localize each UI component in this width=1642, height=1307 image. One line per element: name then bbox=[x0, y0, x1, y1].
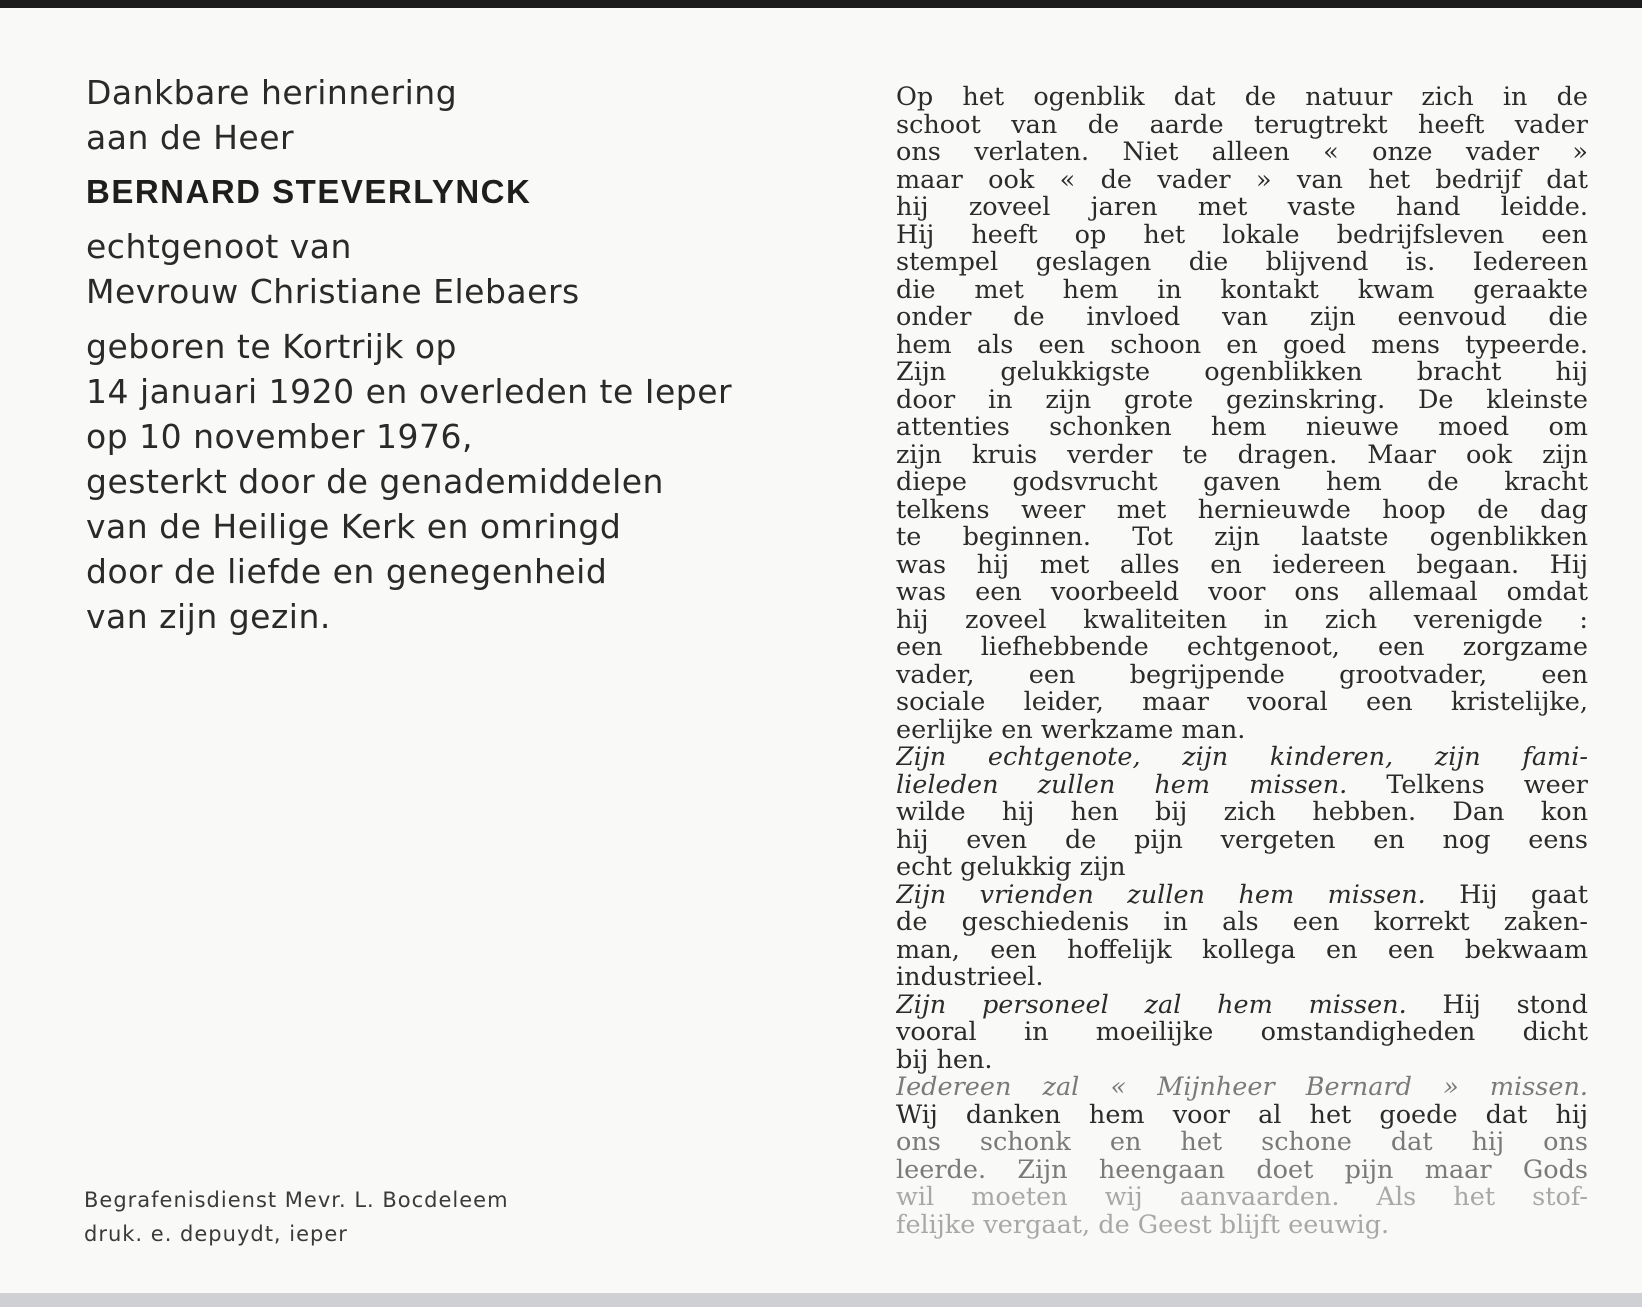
funeral-service-credit: Begrafenisdienst Mevr. L. Bocdeleem bbox=[84, 1188, 509, 1212]
eulogy-line: leerde. Zijn heengaan doet pijn maar Gods bbox=[896, 1156, 1588, 1184]
eulogy-line: door in zijn grote gezinskring. De kleinste bbox=[896, 386, 1588, 414]
eulogy-line: sociale leider, maar vooral een kristelijke, bbox=[896, 689, 1588, 717]
eulogy-line: Hij heeft op het lokale bedrijfsleven een bbox=[896, 221, 1588, 249]
eulogy-line: diepe godsvrucht gaven hem de kracht bbox=[896, 469, 1588, 497]
eulogy-line: Zijn personeel zal hem missen. Hij stond bbox=[896, 991, 1588, 1019]
eulogy-line: vooral in moeilijke omstandigheden dicht bbox=[896, 1019, 1588, 1047]
scan-bottom-edge bbox=[0, 1293, 1642, 1307]
eulogy-line: ons schonk en het schone dat hij ons bbox=[896, 1129, 1588, 1157]
eulogy-line: was een voorbeeld voor ons allemaal omdat bbox=[896, 579, 1588, 607]
eulogy-line: hij zoveel jaren met vaste hand leidde. bbox=[896, 194, 1588, 222]
printer-credits bbox=[84, 1183, 509, 1251]
deceased-name: BERNARD STEVERLYNCK bbox=[86, 173, 532, 210]
dedication-line: aan de Heer bbox=[86, 118, 295, 157]
comfort-line: van de Heilige Kerk en omringd bbox=[86, 507, 622, 546]
eulogy-line: ons verlaten. Niet alleen « onze vader » bbox=[896, 139, 1588, 167]
birth-death-line: 14 januari 1920 en overleden te Ieper bbox=[86, 372, 733, 411]
eulogy-line: een liefhebbende echtgenoot, een zorgzame bbox=[896, 634, 1588, 662]
eulogy-line: die met hem in kontakt kwam geraakte bbox=[896, 276, 1588, 304]
eulogy-line: onder de invloed van zijn eenvoud die bbox=[896, 304, 1588, 332]
comfort-line: door de liefde en genegenheid bbox=[86, 552, 608, 591]
eulogy-paragraph-1 bbox=[896, 84, 1588, 744]
eulogy-line: vader, een begrijpende grootvader, een bbox=[896, 661, 1588, 689]
eulogy-line: de geschiedenis in als een korrekt zaken- bbox=[896, 909, 1588, 937]
eulogy-line: wilde hij hen bij zich hebben. Dan kon bbox=[896, 799, 1588, 827]
eulogy-line: maar ook « de vader » van het bedrijf dat bbox=[896, 166, 1588, 194]
spouse-line: echtgenoot van bbox=[86, 227, 352, 266]
spouse-name: Mevrouw Christiane Elebaers bbox=[86, 272, 580, 311]
eulogy-line: bij hen. bbox=[896, 1046, 993, 1074]
eulogy-line: hij even de pijn vergeten en nog eens bbox=[896, 826, 1588, 854]
eulogy-line: attenties schonken hem nieuwe moed om bbox=[896, 414, 1588, 442]
eulogy-line: Op het ogenblik dat de natuur zich in de bbox=[896, 84, 1588, 112]
memorial-card bbox=[0, 8, 1642, 1293]
eulogy-line: hij zoveel kwaliteiten in zich verenigde : bbox=[896, 606, 1588, 634]
birth-line: geboren te Kortrijk op bbox=[86, 327, 458, 366]
eulogy-line: wil moeten wij aanvaarden. Als het stof- bbox=[896, 1184, 1588, 1212]
eulogy-line: felijke vergaat, de Geest blijft eeuwig. bbox=[896, 1211, 1390, 1239]
eulogy-line: eerlijke en werkzame man. bbox=[896, 716, 1246, 744]
eulogy-line: was hij met alles en iedereen begaan. Hij bbox=[896, 551, 1588, 579]
eulogy-line: schoot van de aarde terugtrekt heeft vader bbox=[896, 111, 1588, 139]
eulogy-line: industrieel. bbox=[896, 964, 1044, 992]
eulogy-line: hem als een schoon en goed mens typeerde. bbox=[896, 331, 1588, 359]
eulogy-line: man, een hoffelijk kollega en een bekwaam bbox=[896, 936, 1588, 964]
eulogy-text bbox=[896, 84, 1588, 1239]
eulogy-line: echt gelukkig zijn bbox=[896, 854, 1126, 882]
comfort-line: van zijn gezin. bbox=[86, 597, 331, 636]
scan-top-edge bbox=[0, 0, 1642, 8]
eulogy-line: telkens weer met hernieuwde hoop de dag bbox=[896, 496, 1588, 524]
death-date-line: op 10 november 1976, bbox=[86, 417, 473, 456]
eulogy-line: Iedereen zal « Mijnheer Bernard » missen. bbox=[896, 1074, 1588, 1102]
dedication-column bbox=[86, 70, 806, 639]
eulogy-line: Zijn echtgenote, zijn kinderen, zijn fami- bbox=[896, 744, 1588, 772]
print-credit: druk. e. depuydt, ieper bbox=[84, 1222, 348, 1246]
eulogy-line: lieleden zullen hem missen. Telkens weer bbox=[896, 771, 1588, 799]
eulogy-line: zijn kruis verder te dragen. Maar ook zijn bbox=[896, 441, 1588, 469]
comfort-line: gesterkt door de genademiddelen bbox=[86, 462, 664, 501]
eulogy-line: Zijn gelukkigste ogenblikken bracht hij bbox=[896, 359, 1588, 387]
dedication-line: Dankbare herinnering bbox=[86, 73, 458, 112]
eulogy-line: Wij danken hem voor al het goede dat hij bbox=[896, 1101, 1588, 1129]
eulogy-line: te beginnen. Tot zijn laatste ogenblikken bbox=[896, 524, 1588, 552]
eulogy-line: stempel geslagen die blijvend is. Iedereen bbox=[896, 249, 1588, 277]
eulogy-line: Zijn vrienden zullen hem missen. Hij gaat bbox=[896, 881, 1588, 909]
